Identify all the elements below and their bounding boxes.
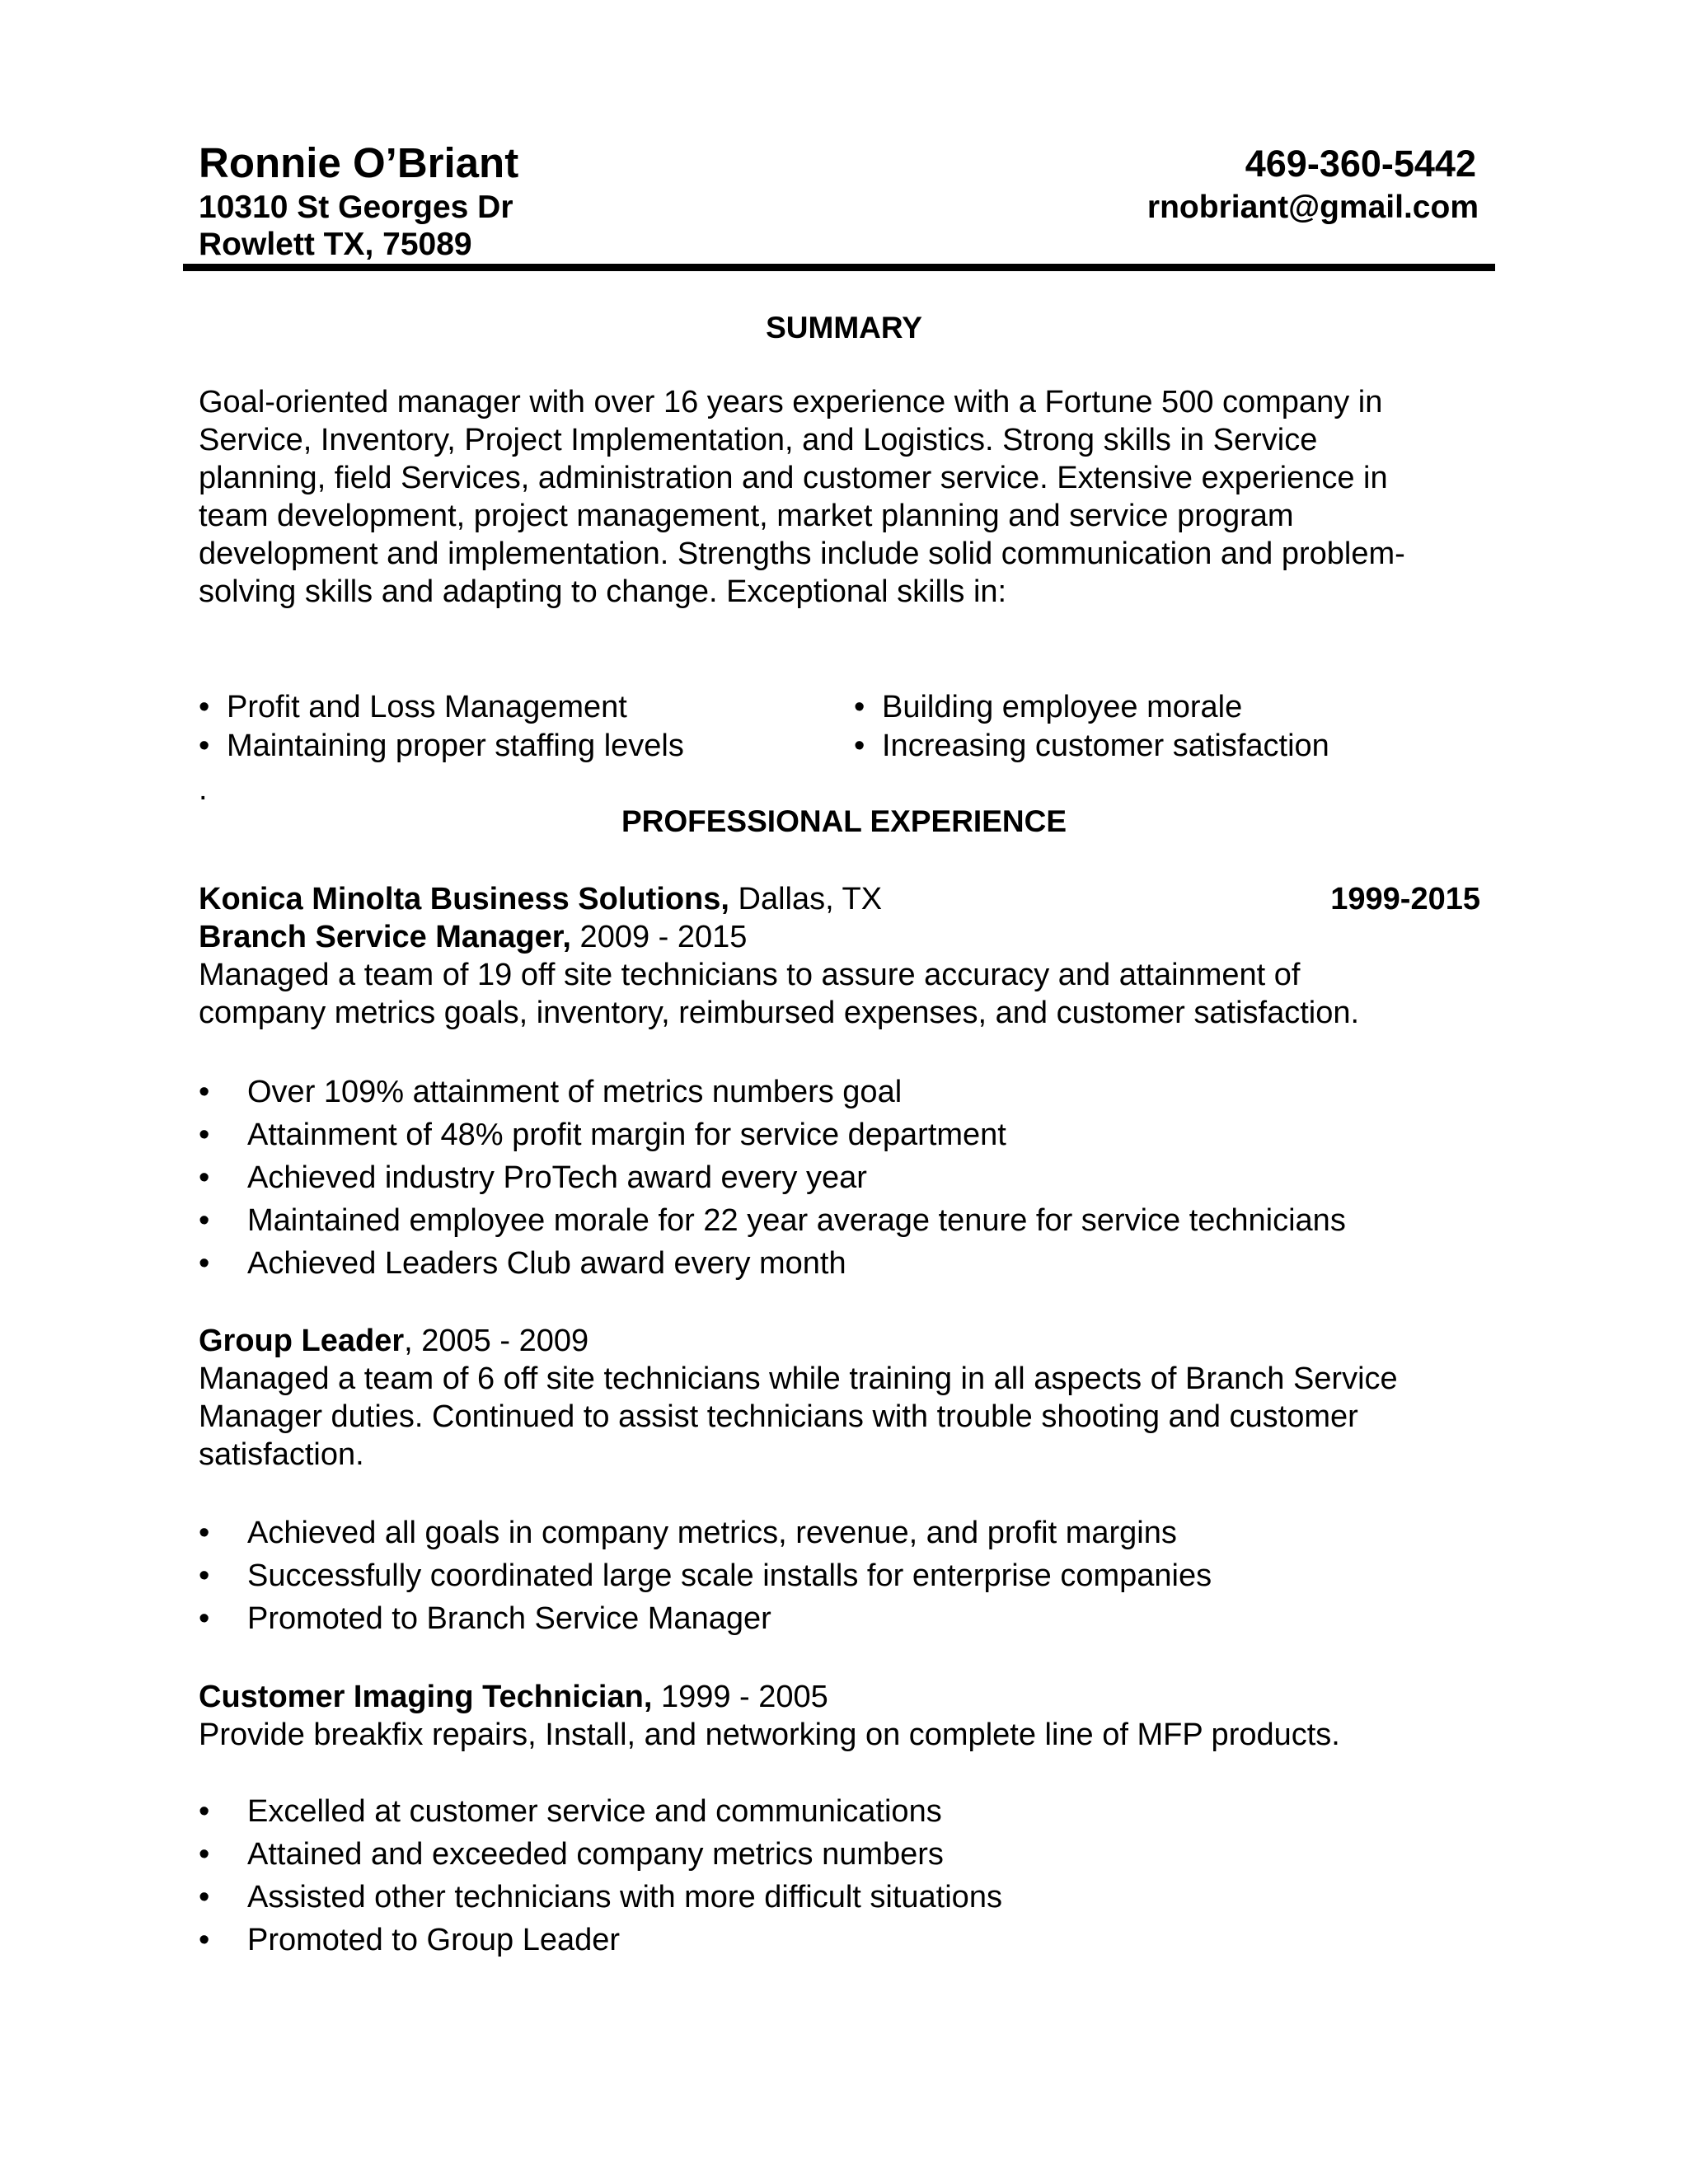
summary-line: team development, project management, market planning and service program bbox=[199, 499, 1294, 533]
role-title-line bbox=[199, 1678, 828, 1716]
skill-item: • Profit and Loss Management bbox=[199, 688, 684, 727]
role-dates: 2009 - 2015 bbox=[571, 920, 748, 954]
address-line-1: 10310 St Georges Dr bbox=[199, 190, 513, 225]
skill-item: • Maintaining proper staffing levels bbox=[199, 727, 684, 766]
achievement-list bbox=[199, 1071, 1346, 1285]
list-item: • Excelled at customer service and communications bbox=[199, 1790, 1002, 1833]
bullet-icon: • bbox=[199, 1601, 210, 1636]
list-item: • Successfully coordinated large scale installs for enterprise companies bbox=[199, 1554, 1212, 1597]
role-description-line: Manager duties. Continued to assist technicians with trouble shooting and customer bbox=[199, 1399, 1358, 1434]
bullet-icon: • bbox=[199, 1160, 210, 1195]
bullet-icon: • bbox=[199, 1516, 210, 1550]
bullet-icon: • bbox=[854, 690, 865, 724]
list-item: • Achieved Leaders Club award every month bbox=[199, 1242, 1346, 1285]
skill-item: • Increasing customer satisfaction bbox=[854, 727, 1329, 766]
summary-line: solving skills and adapting to change. Exceptional skills in: bbox=[199, 574, 1007, 609]
bullet-icon: • bbox=[199, 729, 210, 763]
summary-line: Goal-oriented manager with over 16 years experience with a Fortune 500 company in bbox=[199, 385, 1383, 419]
summary-heading: SUMMARY bbox=[766, 311, 922, 344]
role-title-line bbox=[199, 918, 747, 956]
list-item: • Promoted to Group Leader bbox=[199, 1919, 1002, 1961]
skills-column-right bbox=[854, 688, 1329, 766]
role-dates: , 2005 - 2009 bbox=[404, 1324, 589, 1358]
skills-column-left bbox=[199, 688, 684, 766]
candidate-name: Ronnie O’Briant bbox=[199, 139, 519, 186]
role-title: Branch Service Manager, bbox=[199, 920, 571, 954]
role-description-line: Managed a team of 19 off site technicians to assure accuracy and attainment of bbox=[199, 958, 1301, 992]
address-line-2: Rowlett TX, 75089 bbox=[199, 227, 472, 262]
list-item: • Attainment of 48% profit margin for service department bbox=[199, 1113, 1346, 1156]
company-line bbox=[199, 880, 882, 918]
list-item: • Achieved all goals in company metrics, revenue, and profit margins bbox=[199, 1511, 1212, 1554]
summary-paragraph bbox=[199, 383, 1501, 611]
email-address: rnobriant@gmail.com bbox=[1146, 190, 1479, 225]
summary-line: Service, Inventory, Project Implementation, and Logistics. Strong skills in Service bbox=[199, 423, 1318, 457]
bullet-icon: • bbox=[199, 1880, 210, 1915]
phone-number: 469-360-5442 bbox=[1245, 143, 1476, 185]
list-item: • Achieved industry ProTech award every year bbox=[199, 1156, 1346, 1199]
bullet-icon: • bbox=[199, 1558, 210, 1593]
role-title: Customer Imaging Technician, bbox=[199, 1680, 653, 1714]
summary-line: development and implementation. Strengths include solid communication and problem- bbox=[199, 537, 1405, 571]
role-description-line: Provide breakfix repairs, Install, and networking on complete line of MFP products. bbox=[199, 1718, 1340, 1752]
achievement-list bbox=[199, 1511, 1212, 1640]
company-location: Dallas, TX bbox=[729, 882, 883, 916]
bullet-icon: • bbox=[199, 1118, 210, 1152]
bullet-icon: • bbox=[199, 1075, 210, 1109]
stray-period: . bbox=[199, 772, 208, 807]
skill-item: • Building employee morale bbox=[854, 688, 1329, 727]
header-divider bbox=[183, 264, 1495, 271]
list-item: • Attained and exceeded company metrics numbers bbox=[199, 1833, 1002, 1876]
role-title-line bbox=[199, 1322, 588, 1360]
company-name: Konica Minolta Business Solutions, bbox=[199, 882, 729, 916]
role-description-line: Managed a team of 6 off site technicians while training in all aspects of Branch Service bbox=[199, 1361, 1398, 1396]
bullet-icon: • bbox=[199, 1203, 210, 1238]
role-dates: 1999 - 2005 bbox=[652, 1680, 828, 1714]
experience-heading: PROFESSIONAL EXPERIENCE bbox=[621, 804, 1067, 838]
role-title: Group Leader bbox=[199, 1324, 405, 1358]
list-item: • Over 109% attainment of metrics numbers goal bbox=[199, 1071, 1346, 1113]
bullet-icon: • bbox=[199, 690, 210, 724]
bullet-icon: • bbox=[199, 1837, 210, 1872]
bullet-icon: • bbox=[854, 729, 865, 763]
role-description-line: company metrics goals, inventory, reimbursed expenses, and customer satisfaction. bbox=[199, 996, 1360, 1030]
employment-years: 1999-2015 bbox=[1330, 882, 1480, 916]
list-item: • Maintained employee morale for 22 year average tenure for service technicians bbox=[199, 1199, 1346, 1242]
achievement-list bbox=[199, 1790, 1002, 1961]
bullet-icon: • bbox=[199, 1794, 210, 1829]
list-item: • Promoted to Branch Service Manager bbox=[199, 1597, 1212, 1640]
list-item: • Assisted other technicians with more difficult situations bbox=[199, 1876, 1002, 1919]
summary-line: planning, field Services, administration and customer service. Extensive experience in bbox=[199, 461, 1388, 495]
bullet-icon: • bbox=[199, 1246, 210, 1281]
bullet-icon: • bbox=[199, 1923, 210, 1957]
role-description-line: satisfaction. bbox=[199, 1437, 364, 1472]
